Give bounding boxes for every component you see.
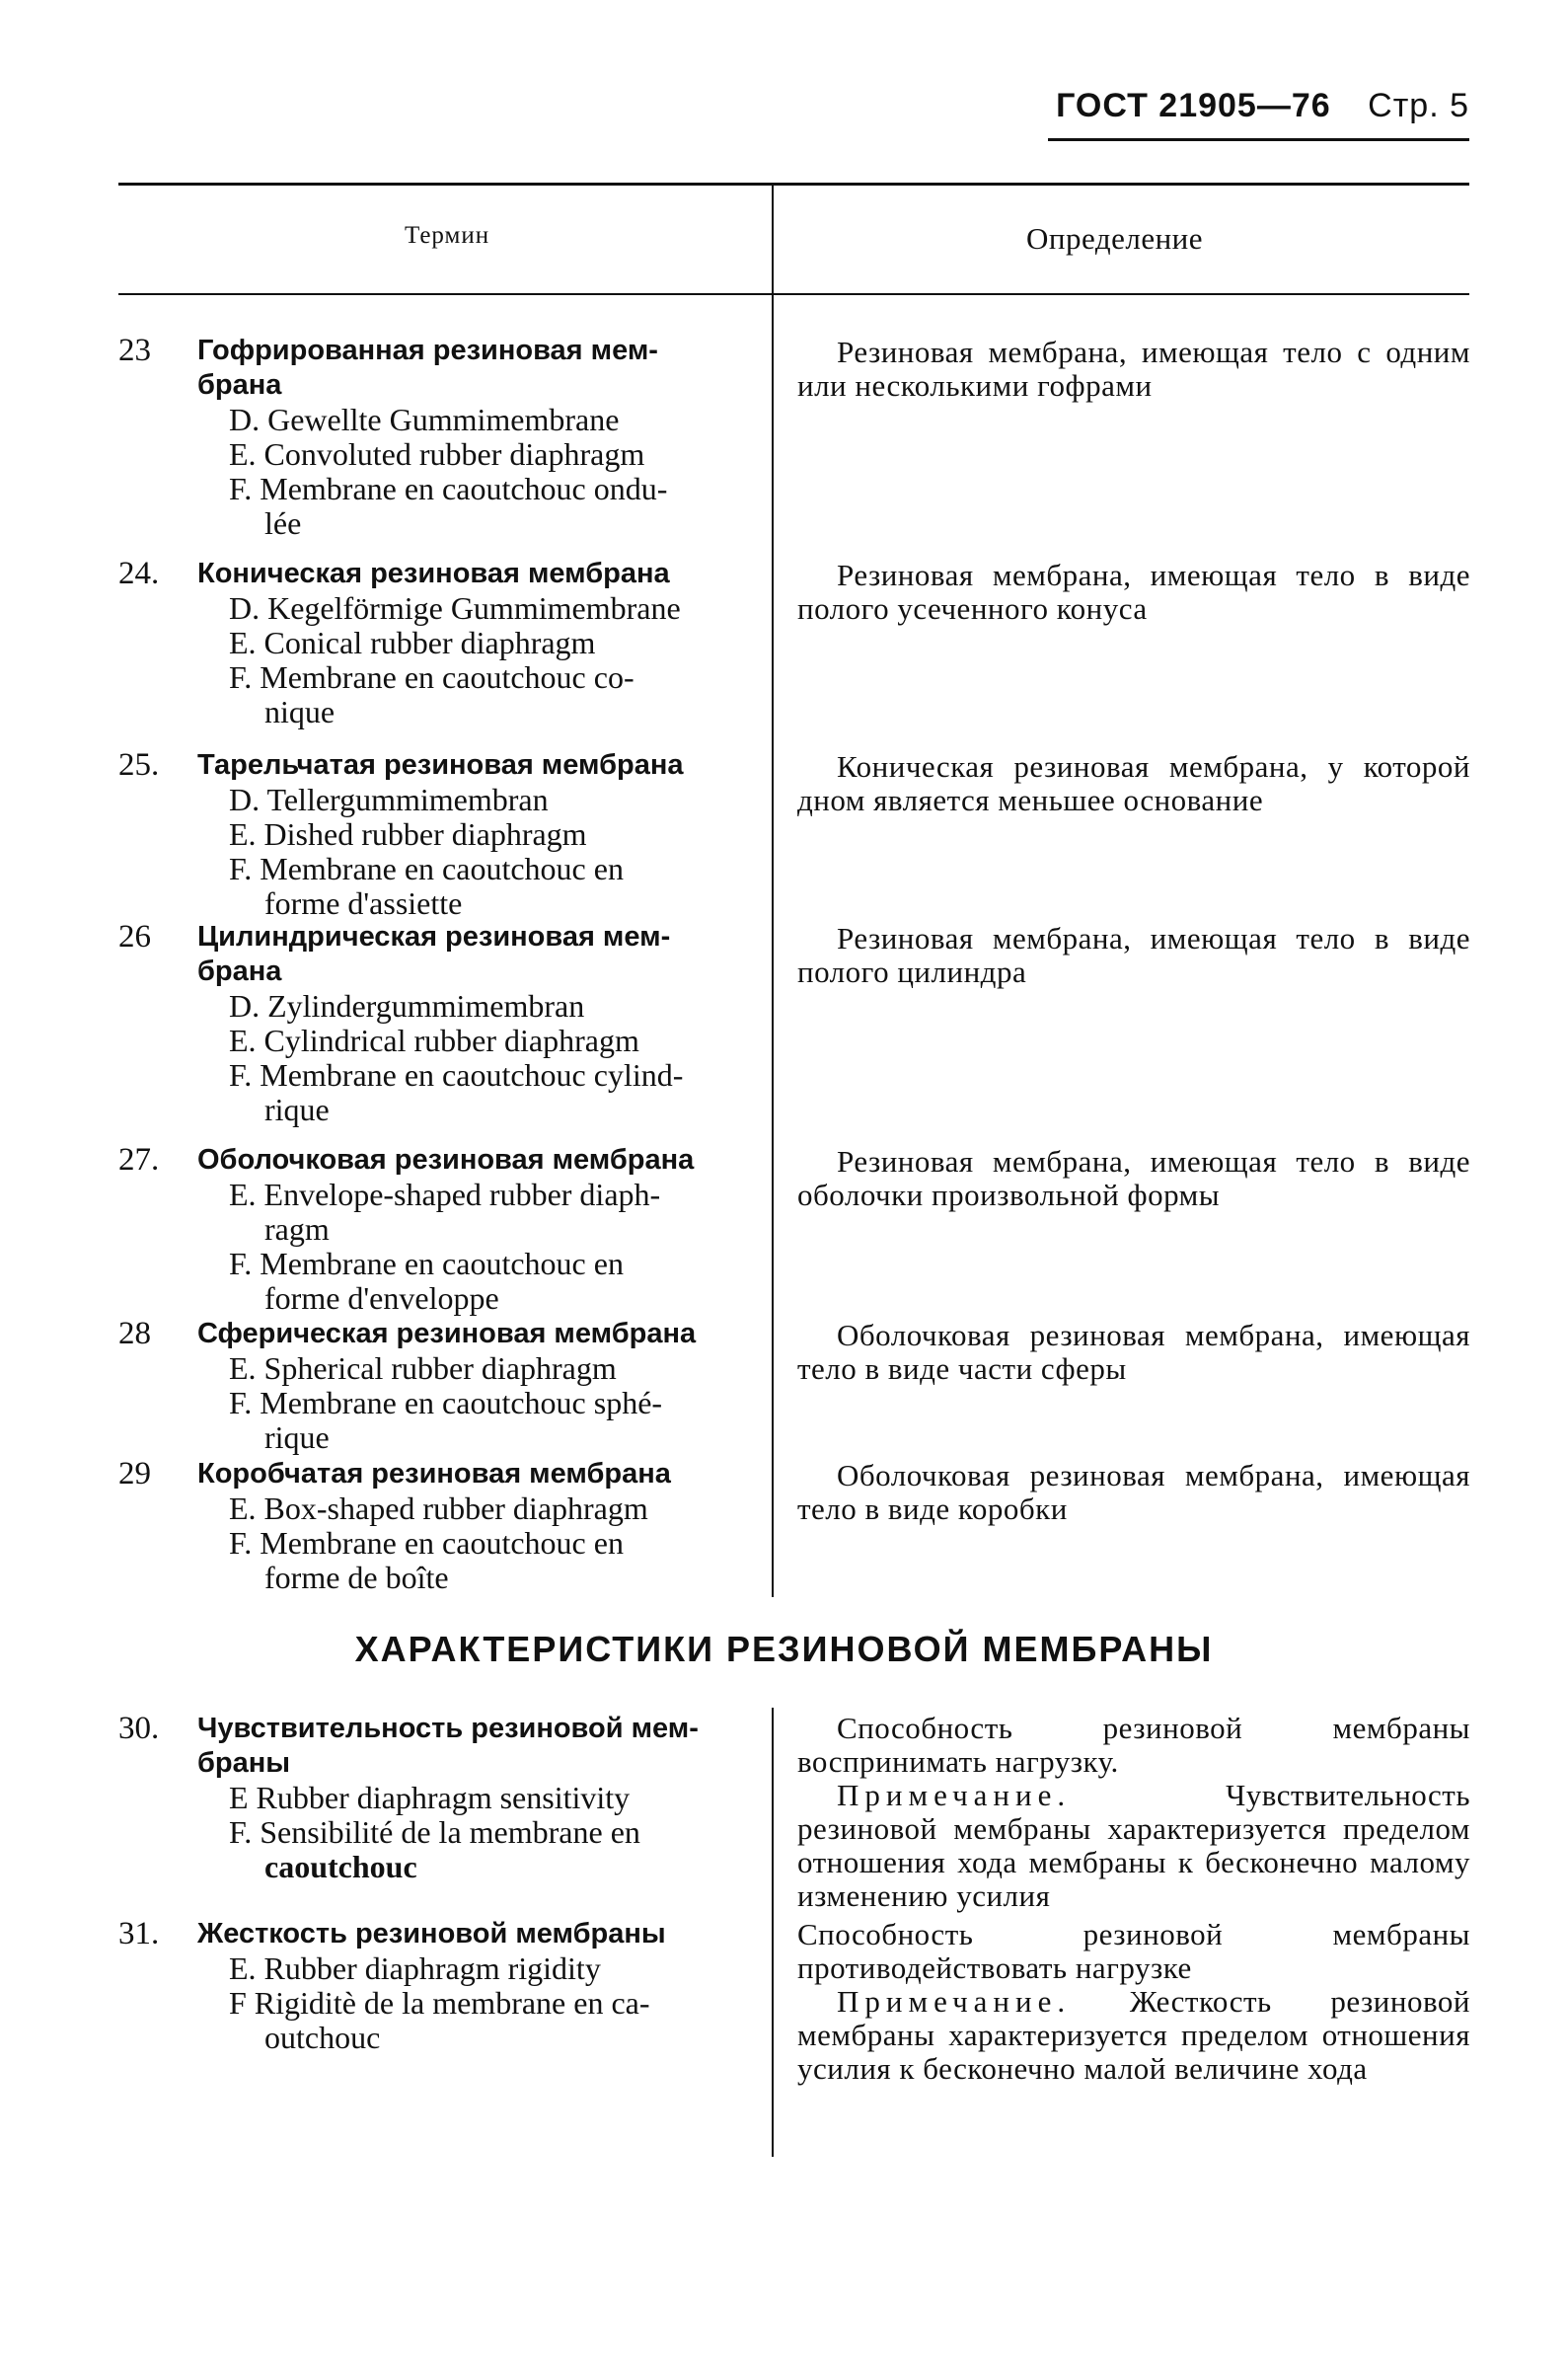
translation-line: F. Membrane en caoutchouc en bbox=[229, 1246, 624, 1281]
translation-line: E. Rubber diaphragm rigidity bbox=[229, 1950, 601, 1986]
note-text: Жесткость резиновой мембраны характеризуется пределом отношения усилия к бесконечно малой величине хода bbox=[797, 1984, 1471, 2086]
page-number: Стр. 5 bbox=[1368, 87, 1469, 124]
term-entry-27 bbox=[118, 1143, 740, 1316]
entry-number: 28 bbox=[118, 1316, 151, 1351]
translation-line: F. Membrane en caoutchouc en bbox=[229, 1525, 624, 1561]
translation-line: lée bbox=[264, 505, 302, 541]
translation-line: nique bbox=[264, 694, 336, 729]
standard-number: ГОСТ 21905—76 bbox=[1056, 87, 1331, 124]
term-entry-26 bbox=[118, 920, 740, 1127]
definition-24 bbox=[797, 559, 1470, 626]
translation-line: D. Tellergummimembran bbox=[229, 782, 549, 817]
term-title-line: Коробчатая резиновая мембрана bbox=[197, 1458, 671, 1490]
term-entry-25 bbox=[118, 748, 740, 921]
note-label: Примечание. bbox=[837, 1984, 1072, 2019]
term-entry-28 bbox=[118, 1317, 740, 1455]
note-label: Примечание. bbox=[837, 1778, 1072, 1812]
term-title-line: Сферическая резиновая мембрана bbox=[197, 1318, 697, 1349]
entry-number: 29 bbox=[118, 1456, 151, 1491]
term-translations bbox=[229, 1951, 740, 2055]
definition-text: Способность резиновой мембраны воспринимать нагрузку. bbox=[797, 1711, 1470, 1779]
entry-number: 24. bbox=[118, 556, 160, 591]
definition-text: Коническая резиновая мембрана, у которой дном является меньшее основание bbox=[797, 749, 1470, 817]
term-title-line: Чувствительность резиновой мем- bbox=[197, 1713, 699, 1744]
translation-line: ragm bbox=[264, 1211, 330, 1247]
translation-line: rique bbox=[264, 1092, 330, 1127]
definition-text: Способность резиновой мембраны противодействовать нагрузке bbox=[797, 1917, 1470, 1985]
translation-line: forme d'assiette bbox=[264, 885, 463, 921]
definition-25 bbox=[797, 750, 1470, 817]
translation-line: E. Envelope-shaped rubber diaph- bbox=[229, 1177, 661, 1212]
column-divider bbox=[772, 186, 774, 1597]
column-divider bbox=[772, 1708, 774, 2157]
translation-line: forme d'enveloppe bbox=[264, 1280, 499, 1316]
translation-line: E. Conical rubber diaphragm bbox=[229, 625, 596, 660]
translation-line: D. Zylindergummimembran bbox=[229, 988, 585, 1024]
term-translations bbox=[229, 783, 740, 921]
definition-text: Резиновая мембрана, имеющая тело в виде оболочки произвольной формы bbox=[797, 1144, 1470, 1212]
entry-number: 23 bbox=[118, 333, 151, 368]
term-entry-30 bbox=[118, 1712, 740, 1884]
translation-line: outchouc bbox=[264, 2020, 381, 2055]
term-title bbox=[197, 1917, 740, 1951]
term-entry-29 bbox=[118, 1457, 740, 1595]
translation-line: caoutchouc bbox=[264, 1849, 417, 1884]
term-title-line: Оболочковая резиновая мембрана bbox=[197, 1144, 695, 1176]
definition-text: Оболочковая резиновая мембрана, имеющая тело в виде части сферы bbox=[797, 1318, 1470, 1386]
translation-line: F. Membrane en caoutchouc co- bbox=[229, 659, 635, 695]
translation-line: E. Cylindrical rubber diaphragm bbox=[229, 1023, 639, 1058]
translation-line: F. Membrane en caoutchouc sphé- bbox=[229, 1385, 663, 1420]
term-title bbox=[197, 1317, 740, 1351]
note-text: Чувствительность резиновой мембраны характеризуется пределом отношения хода мембраны к бесконечно малому изменению усилия bbox=[797, 1778, 1470, 1913]
term-translations bbox=[229, 1351, 740, 1455]
translation-line: D. Gewellte Gummimembrane bbox=[229, 402, 620, 437]
entry-number: 26 bbox=[118, 919, 151, 955]
term-title-line: брана bbox=[197, 369, 282, 401]
term-title bbox=[197, 1712, 740, 1781]
header-rule bbox=[1048, 138, 1469, 141]
term-title-line: Жесткость резиновой мембраны bbox=[197, 1918, 666, 1950]
entry-number: 25. bbox=[118, 747, 160, 783]
term-translations bbox=[229, 1491, 740, 1595]
term-translations bbox=[229, 1781, 740, 1884]
definition-27 bbox=[797, 1145, 1470, 1212]
definition-23 bbox=[797, 336, 1470, 403]
term-entry-23 bbox=[118, 334, 740, 541]
term-translations bbox=[229, 1178, 740, 1316]
term-title bbox=[197, 1457, 740, 1491]
entry-number: 31. bbox=[118, 1916, 160, 1951]
definition-31 bbox=[797, 1918, 1470, 2086]
entry-number: 27. bbox=[118, 1142, 160, 1178]
term-title bbox=[197, 334, 740, 403]
term-translations bbox=[229, 403, 740, 541]
term-title-line: брана bbox=[197, 956, 282, 987]
translation-line: D. Kegelförmige Gummimembrane bbox=[229, 590, 681, 626]
term-translations bbox=[229, 591, 740, 729]
term-title-line: Цилиндрическая резиновая мем- bbox=[197, 921, 671, 953]
translation-line: E. Dished rubber diaphragm bbox=[229, 816, 587, 852]
term-translations bbox=[229, 989, 740, 1127]
definition-text: Резиновая мембрана, имеющая тело в виде полого усеченного конуса bbox=[797, 558, 1470, 626]
term-title-line: Коническая резиновая мембрана bbox=[197, 558, 670, 589]
column-header-definition: Определение bbox=[1026, 221, 1204, 256]
definition-26 bbox=[797, 922, 1470, 989]
translation-line: E Rubber diaphragm sensitivity bbox=[229, 1780, 631, 1815]
definition-text: Резиновая мембрана, имеющая тело в виде полого цилиндра bbox=[797, 921, 1470, 989]
translation-line: E. Spherical rubber diaphragm bbox=[229, 1350, 617, 1386]
table-top-rule bbox=[118, 183, 1469, 186]
translation-line: E. Box-shaped rubber diaphragm bbox=[229, 1491, 648, 1526]
translation-line: forme de boîte bbox=[264, 1560, 449, 1595]
column-header-term: Термин bbox=[405, 222, 490, 249]
definition-29 bbox=[797, 1459, 1470, 1526]
term-title-line: браны bbox=[197, 1747, 291, 1779]
term-title bbox=[197, 920, 740, 989]
entry-number: 30. bbox=[118, 1711, 160, 1746]
term-title-line: Гофрированная резиновая мем- bbox=[197, 335, 658, 366]
term-title bbox=[197, 557, 740, 591]
translation-line: rique bbox=[264, 1419, 330, 1455]
term-entry-31 bbox=[118, 1917, 740, 2055]
translation-line: E. Convoluted rubber diaphragm bbox=[229, 436, 645, 472]
page-header bbox=[1056, 87, 1469, 125]
section-title: ХАРАКТЕРИСТИКИ РЕЗИНОВОЙ МЕМБРАНЫ bbox=[354, 1629, 1214, 1669]
translation-line: F. Sensibilité de la membrane en bbox=[229, 1814, 640, 1850]
translation-line: F. Membrane en caoutchouc en bbox=[229, 851, 624, 886]
term-entry-24 bbox=[118, 557, 740, 729]
term-title-line: Тарельчатая резиновая мембрана bbox=[197, 749, 684, 781]
definition-text: Резиновая мембрана, имеющая тело с одним или несколькими гофрами bbox=[797, 335, 1470, 403]
definition-28 bbox=[797, 1319, 1470, 1386]
column-header-rule bbox=[118, 293, 1469, 295]
term-title bbox=[197, 1143, 740, 1178]
translation-line: F. Membrane en caoutchouc ondu- bbox=[229, 471, 668, 506]
translation-line: F Rigiditè de la membrane en ca- bbox=[229, 1985, 650, 2021]
translation-line: F. Membrane en caoutchouc cylind- bbox=[229, 1057, 684, 1093]
definition-text: Оболочковая резиновая мембрана, имеющая тело в виде коробки bbox=[797, 1458, 1470, 1526]
definition-30 bbox=[797, 1712, 1470, 1913]
term-title bbox=[197, 748, 740, 783]
